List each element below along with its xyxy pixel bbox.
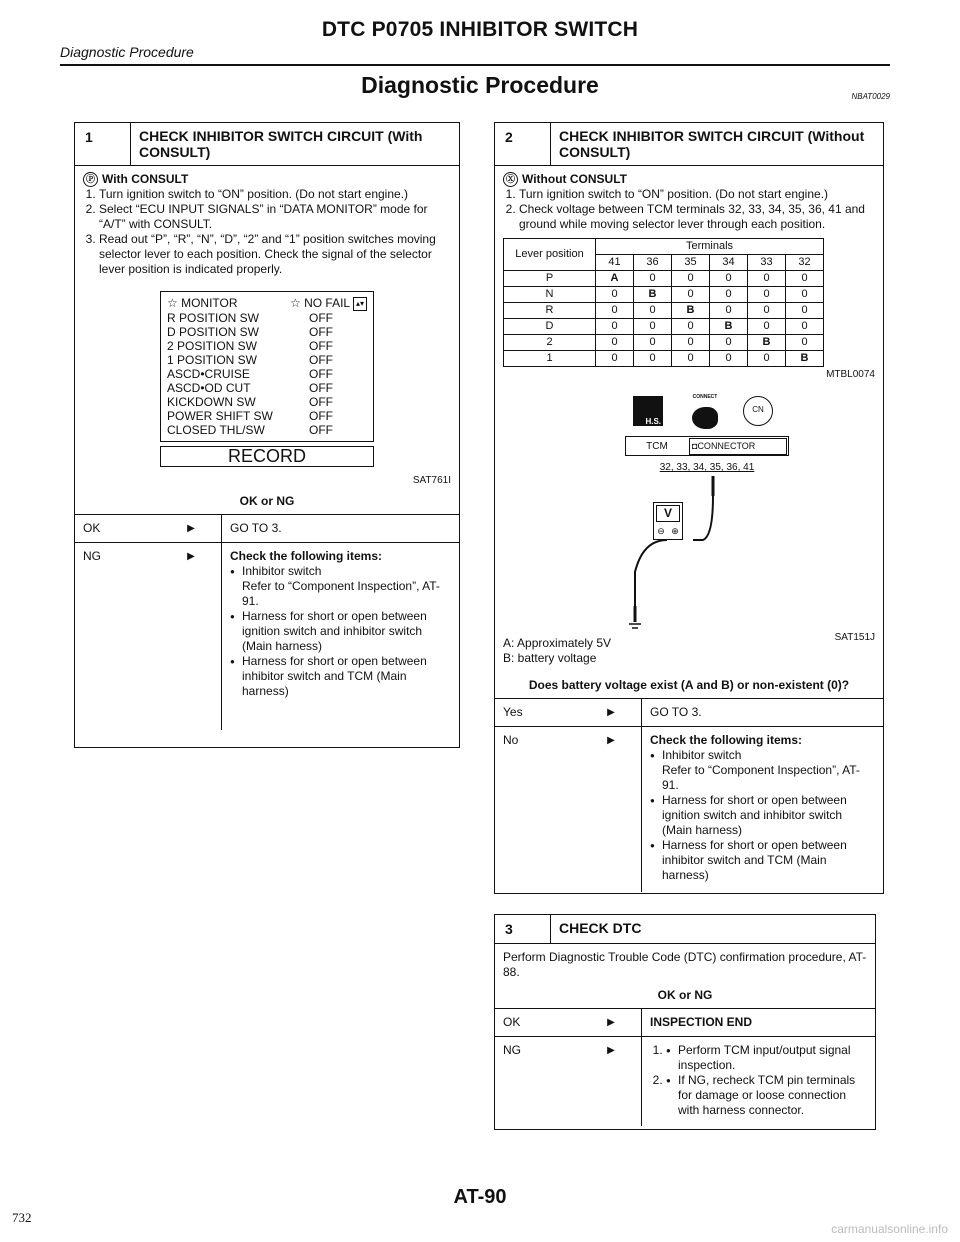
ng-step: ● 2. If NG, recheck TCM pin terminals for damage or loose connection with harness connector. xyxy=(666,1073,867,1118)
legend-item: B: battery voltage xyxy=(503,651,597,665)
lever-position-cell: 1 xyxy=(504,351,596,367)
result-key: OK xyxy=(83,520,101,535)
check-items-head: Check the following items: xyxy=(650,733,803,747)
step-2-instruction: 1. Turn ignition switch to “ON” position. (Do not start engine.) xyxy=(519,187,875,202)
arrow-icon: ▶ xyxy=(607,735,615,746)
page-title: DTC P0705 INHIBITOR SWITCH xyxy=(321,18,639,41)
monitor-item-value: OFF xyxy=(309,366,333,381)
voltage-cell: 0 xyxy=(710,303,748,319)
lever-position-cell: R xyxy=(504,303,596,319)
monitor-rows xyxy=(167,311,367,437)
meter-wiring xyxy=(563,476,813,646)
check-item: ● Inhibitor switch xyxy=(650,748,875,763)
lever-position-cell: N xyxy=(504,287,596,303)
plus-terminal: ⊕ xyxy=(671,526,679,536)
voltage-cell: 0 xyxy=(634,303,672,319)
voltage-cell: 0 xyxy=(596,335,634,351)
step-1-mode xyxy=(83,172,451,187)
step-2-mode-label: Without CONSULT xyxy=(522,172,627,186)
voltage-cell: 0 xyxy=(748,303,786,319)
result-key: OK xyxy=(503,1015,521,1029)
lead-negative xyxy=(635,540,667,606)
voltage-cell: 0 xyxy=(710,335,748,351)
step-3-box xyxy=(494,914,876,1130)
step-1-title: CHECK INHIBITOR SWITCH CIRCUIT (With CONSULT) xyxy=(139,128,423,160)
tcm-label: TCM xyxy=(646,440,668,452)
monitor-item-label: 1 POSITION SW xyxy=(167,352,258,367)
connector-label: ◘CONNECTOR xyxy=(689,438,787,455)
terminal-column-header: 32 xyxy=(786,255,824,271)
cn-icon: CN xyxy=(743,396,773,426)
monitor-row xyxy=(167,325,367,339)
check-items xyxy=(650,748,875,883)
lever-position-cell: 2 xyxy=(504,335,596,351)
terminal-column-header: 33 xyxy=(748,255,786,271)
record-button: RECORD xyxy=(160,446,374,467)
monitor-row xyxy=(167,367,367,381)
voltage-cell: 0 xyxy=(710,351,748,367)
monitor-item-value: OFF xyxy=(309,324,333,339)
voltage-cell: 0 xyxy=(672,319,710,335)
result-key: No xyxy=(503,733,519,747)
step-1-header xyxy=(75,123,459,166)
voltage-cell: 0 xyxy=(672,351,710,367)
voltage-cell: B xyxy=(786,351,824,367)
voltage-cell: 0 xyxy=(786,319,824,335)
table-row xyxy=(504,319,824,335)
check-item: ● Harness for short or open between inhibitor switch and TCM (Main harness) xyxy=(230,654,451,699)
step-1-instructions xyxy=(83,187,451,277)
monitor-row xyxy=(167,423,367,437)
check-item: ● Harness for short or open between inhibitor switch and TCM (Main harness) xyxy=(650,838,875,883)
voltage-cell: B xyxy=(748,335,786,351)
terminal-column-header: 36 xyxy=(634,255,672,271)
arrow-icon: ▶ xyxy=(187,522,195,534)
step-1-number: 1 xyxy=(75,123,131,165)
monitor-item-value: OFF xyxy=(309,408,333,423)
voltage-cell: 0 xyxy=(596,303,634,319)
step-2-yes-row xyxy=(495,698,883,726)
terminal-list: 32, 33, 34, 35, 36, 41 xyxy=(659,462,755,473)
wiring-diagram xyxy=(503,382,875,652)
monitor-item-value: OFF xyxy=(309,338,333,353)
voltage-cell: 0 xyxy=(748,319,786,335)
ng-step: ● 1. Perform TCM input/output signal inspection. xyxy=(666,1043,867,1073)
voltage-cell: 0 xyxy=(748,271,786,287)
result-action: GO TO 3. xyxy=(641,699,883,726)
voltmeter-icon: V ⊖ ⊕ xyxy=(653,502,683,540)
ng-steps xyxy=(650,1043,867,1118)
table-row xyxy=(504,287,824,303)
monitor-item-label: ASCD•OD CUT xyxy=(167,380,251,395)
header-rule xyxy=(60,64,890,66)
minus-terminal: ⊖ xyxy=(657,526,665,536)
monitor-item-label: POWER SHIFT SW xyxy=(167,408,273,423)
hs-icon: H.S. xyxy=(633,396,663,426)
terminal-column-header: 34 xyxy=(710,255,748,271)
result-key: NG xyxy=(503,1043,521,1057)
table-row xyxy=(504,351,824,367)
monitor-item-label: D POSITION SW xyxy=(167,324,260,339)
step-2-instructions xyxy=(503,187,875,232)
scroll-icon: ▴▾ xyxy=(353,297,367,311)
page-subtitle: Diagnostic Procedure xyxy=(361,72,599,98)
voltage-cell: 0 xyxy=(710,287,748,303)
table-row xyxy=(504,303,824,319)
data-monitor-screen xyxy=(160,291,374,442)
page-number: AT-90 xyxy=(453,1186,507,1208)
result-action: GO TO 3. xyxy=(221,515,459,542)
terminal-column-header: 41 xyxy=(596,255,634,271)
consult-icon: Ⓟ xyxy=(83,172,98,187)
lever-position-cell: D xyxy=(504,319,596,335)
voltage-cell: 0 xyxy=(634,271,672,287)
step-1-instruction: 3. Read out “P”, “R”, “N”, “D”, “2” and “1” position switches moving selector lever to each position. Check the signal of the selector lever position is indicated properly. xyxy=(99,232,451,277)
step-2-body xyxy=(495,166,883,672)
result-action xyxy=(221,543,459,730)
voltage-cell: 0 xyxy=(748,287,786,303)
watermark: carmanualsonline.info xyxy=(831,1222,948,1236)
step-2-header xyxy=(495,123,883,166)
table-row xyxy=(504,271,824,287)
table-row xyxy=(504,335,824,351)
step-3-body: Perform Diagnostic Trouble Code (DTC) confirmation procedure, AT-88. xyxy=(503,950,867,979)
step-2-instruction: 2. Check voltage between TCM terminals 32, 33, 34, 35, 36, 41 and ground while moving selector lever through each position. xyxy=(519,202,875,232)
monitor-row xyxy=(167,353,367,367)
voltage-cell: 0 xyxy=(596,319,634,335)
reference-code: NBAT0029 xyxy=(851,92,890,101)
monitor-item-value: OFF xyxy=(309,394,333,409)
check-item: ● Harness for short or open between ignition switch and inhibitor switch (Main harness) xyxy=(650,793,875,838)
diagram-figure-ref: SAT151J xyxy=(834,632,875,643)
monitor-item-value: OFF xyxy=(309,310,333,325)
step-1-box xyxy=(74,122,460,748)
monitor-row xyxy=(167,311,367,325)
monitor-status: ☆ NO FAIL ▴▾ xyxy=(290,296,367,311)
step-3-ok-row xyxy=(495,1008,875,1036)
step-2-no-row xyxy=(495,726,883,892)
lever-position-cell: P xyxy=(504,271,596,287)
monitor-row xyxy=(167,339,367,353)
monitor-header xyxy=(167,296,367,311)
terminals-table xyxy=(503,238,824,367)
voltage-cell: 0 xyxy=(710,271,748,287)
legend-item: A: Approximately 5V xyxy=(503,636,612,650)
monitor-item-value: OFF xyxy=(309,380,333,395)
voltage-cell: 0 xyxy=(634,335,672,351)
step-3-header xyxy=(495,915,875,944)
lead-positive xyxy=(693,496,713,540)
monitor-row xyxy=(167,409,367,423)
section-label: Diagnostic Procedure xyxy=(60,44,194,60)
voltage-cell: 0 xyxy=(786,271,824,287)
step-2-title: CHECK INHIBITOR SWITCH CIRCUIT (Without CONSULT) xyxy=(559,128,865,160)
monitor-item-value: OFF xyxy=(309,352,333,367)
step-1-body xyxy=(75,166,459,494)
connect-icon: CONNECT xyxy=(685,390,725,429)
voltage-cell: A xyxy=(596,271,634,287)
voltage-cell: 0 xyxy=(786,303,824,319)
side-number: 732 xyxy=(12,1210,32,1225)
result-key: Yes xyxy=(503,705,523,719)
step-3-number: 3 xyxy=(495,915,551,943)
check-item: ● Inhibitor switch xyxy=(230,564,451,579)
arrow-icon: ▶ xyxy=(607,1017,615,1028)
voltage-cell: 0 xyxy=(786,287,824,303)
step-2-box xyxy=(494,122,884,894)
monitor-title: ☆ MONITOR xyxy=(167,296,238,310)
check-items-head: Check the following items: xyxy=(230,548,383,563)
arrow-icon: ▶ xyxy=(187,550,195,562)
terminal-column-header: 35 xyxy=(672,255,710,271)
step-1-instruction: 1. Turn ignition switch to “ON” position. (Do not start engine.) xyxy=(99,187,451,202)
monitor-item-label: KICKDOWN SW xyxy=(167,394,256,409)
voltage-cell: 0 xyxy=(786,335,824,351)
monitor-item-value: OFF xyxy=(309,422,333,437)
voltage-cell: 0 xyxy=(672,335,710,351)
step-1-ng-row xyxy=(75,542,459,730)
voltage-cell: 0 xyxy=(672,287,710,303)
check-items xyxy=(230,564,451,699)
step-1-mode-label: With CONSULT xyxy=(102,172,189,186)
step-2-mode xyxy=(503,172,875,187)
arrow-icon: ▶ xyxy=(607,1045,615,1056)
monitor-row xyxy=(167,381,367,395)
monitor-item-label: CLOSED THL/SW xyxy=(167,422,265,437)
no-consult-icon: Ⓧ xyxy=(503,172,518,187)
arrow-icon: ▶ xyxy=(607,707,615,718)
voltage-cell: B xyxy=(672,303,710,319)
voltage-cell: 0 xyxy=(748,351,786,367)
voltage-cell: 0 xyxy=(634,319,672,335)
step-1-question: OK or NG xyxy=(239,493,295,508)
terminals-header: Terminals xyxy=(596,239,824,255)
step-3-title: CHECK DTC xyxy=(559,920,642,936)
monitor-item-label: R POSITION SW xyxy=(167,310,260,325)
tcm-connector xyxy=(625,436,789,456)
step-1-instruction: 2. Select “ECU INPUT SIGNALS” in “DATA MONITOR” mode for “A/T” with CONSULT. xyxy=(99,202,451,232)
check-item: ● Harness for short or open between ignition switch and inhibitor switch (Main harness) xyxy=(230,609,451,654)
voltage-cell: B xyxy=(710,319,748,335)
voltage-cell: 0 xyxy=(634,351,672,367)
voltage-cell: 0 xyxy=(596,287,634,303)
reference-note: Refer to “Component Inspection”, AT-91. xyxy=(662,763,860,792)
step-3-question: OK or NG xyxy=(657,988,713,1002)
step-2-question: Does battery voltage exist (A and B) or non-existent (0)? xyxy=(528,678,850,692)
result-action xyxy=(641,727,883,892)
table-figure-ref: MTBL0074 xyxy=(826,369,875,380)
voltage-cell: 0 xyxy=(596,351,634,367)
result-action xyxy=(641,1037,875,1126)
terminal-rows xyxy=(504,271,824,367)
lever-position-header: Lever position xyxy=(504,239,596,271)
result-action: INSPECTION END xyxy=(641,1009,875,1036)
result-key: NG xyxy=(83,548,101,563)
monitor-item-label: 2 POSITION SW xyxy=(167,338,258,353)
monitor-row xyxy=(167,395,367,409)
voltage-cell: B xyxy=(634,287,672,303)
voltage-cell: 0 xyxy=(672,271,710,287)
monitor-item-label: ASCD•CRUISE xyxy=(167,366,250,381)
step-2-number: 2 xyxy=(495,123,551,165)
reference-note: Refer to “Component Inspection”, AT-91. xyxy=(242,578,440,608)
step-3-ng-row xyxy=(495,1036,875,1126)
step-1-ok-row xyxy=(75,514,459,542)
figure-ref: SAT761I xyxy=(412,474,451,486)
